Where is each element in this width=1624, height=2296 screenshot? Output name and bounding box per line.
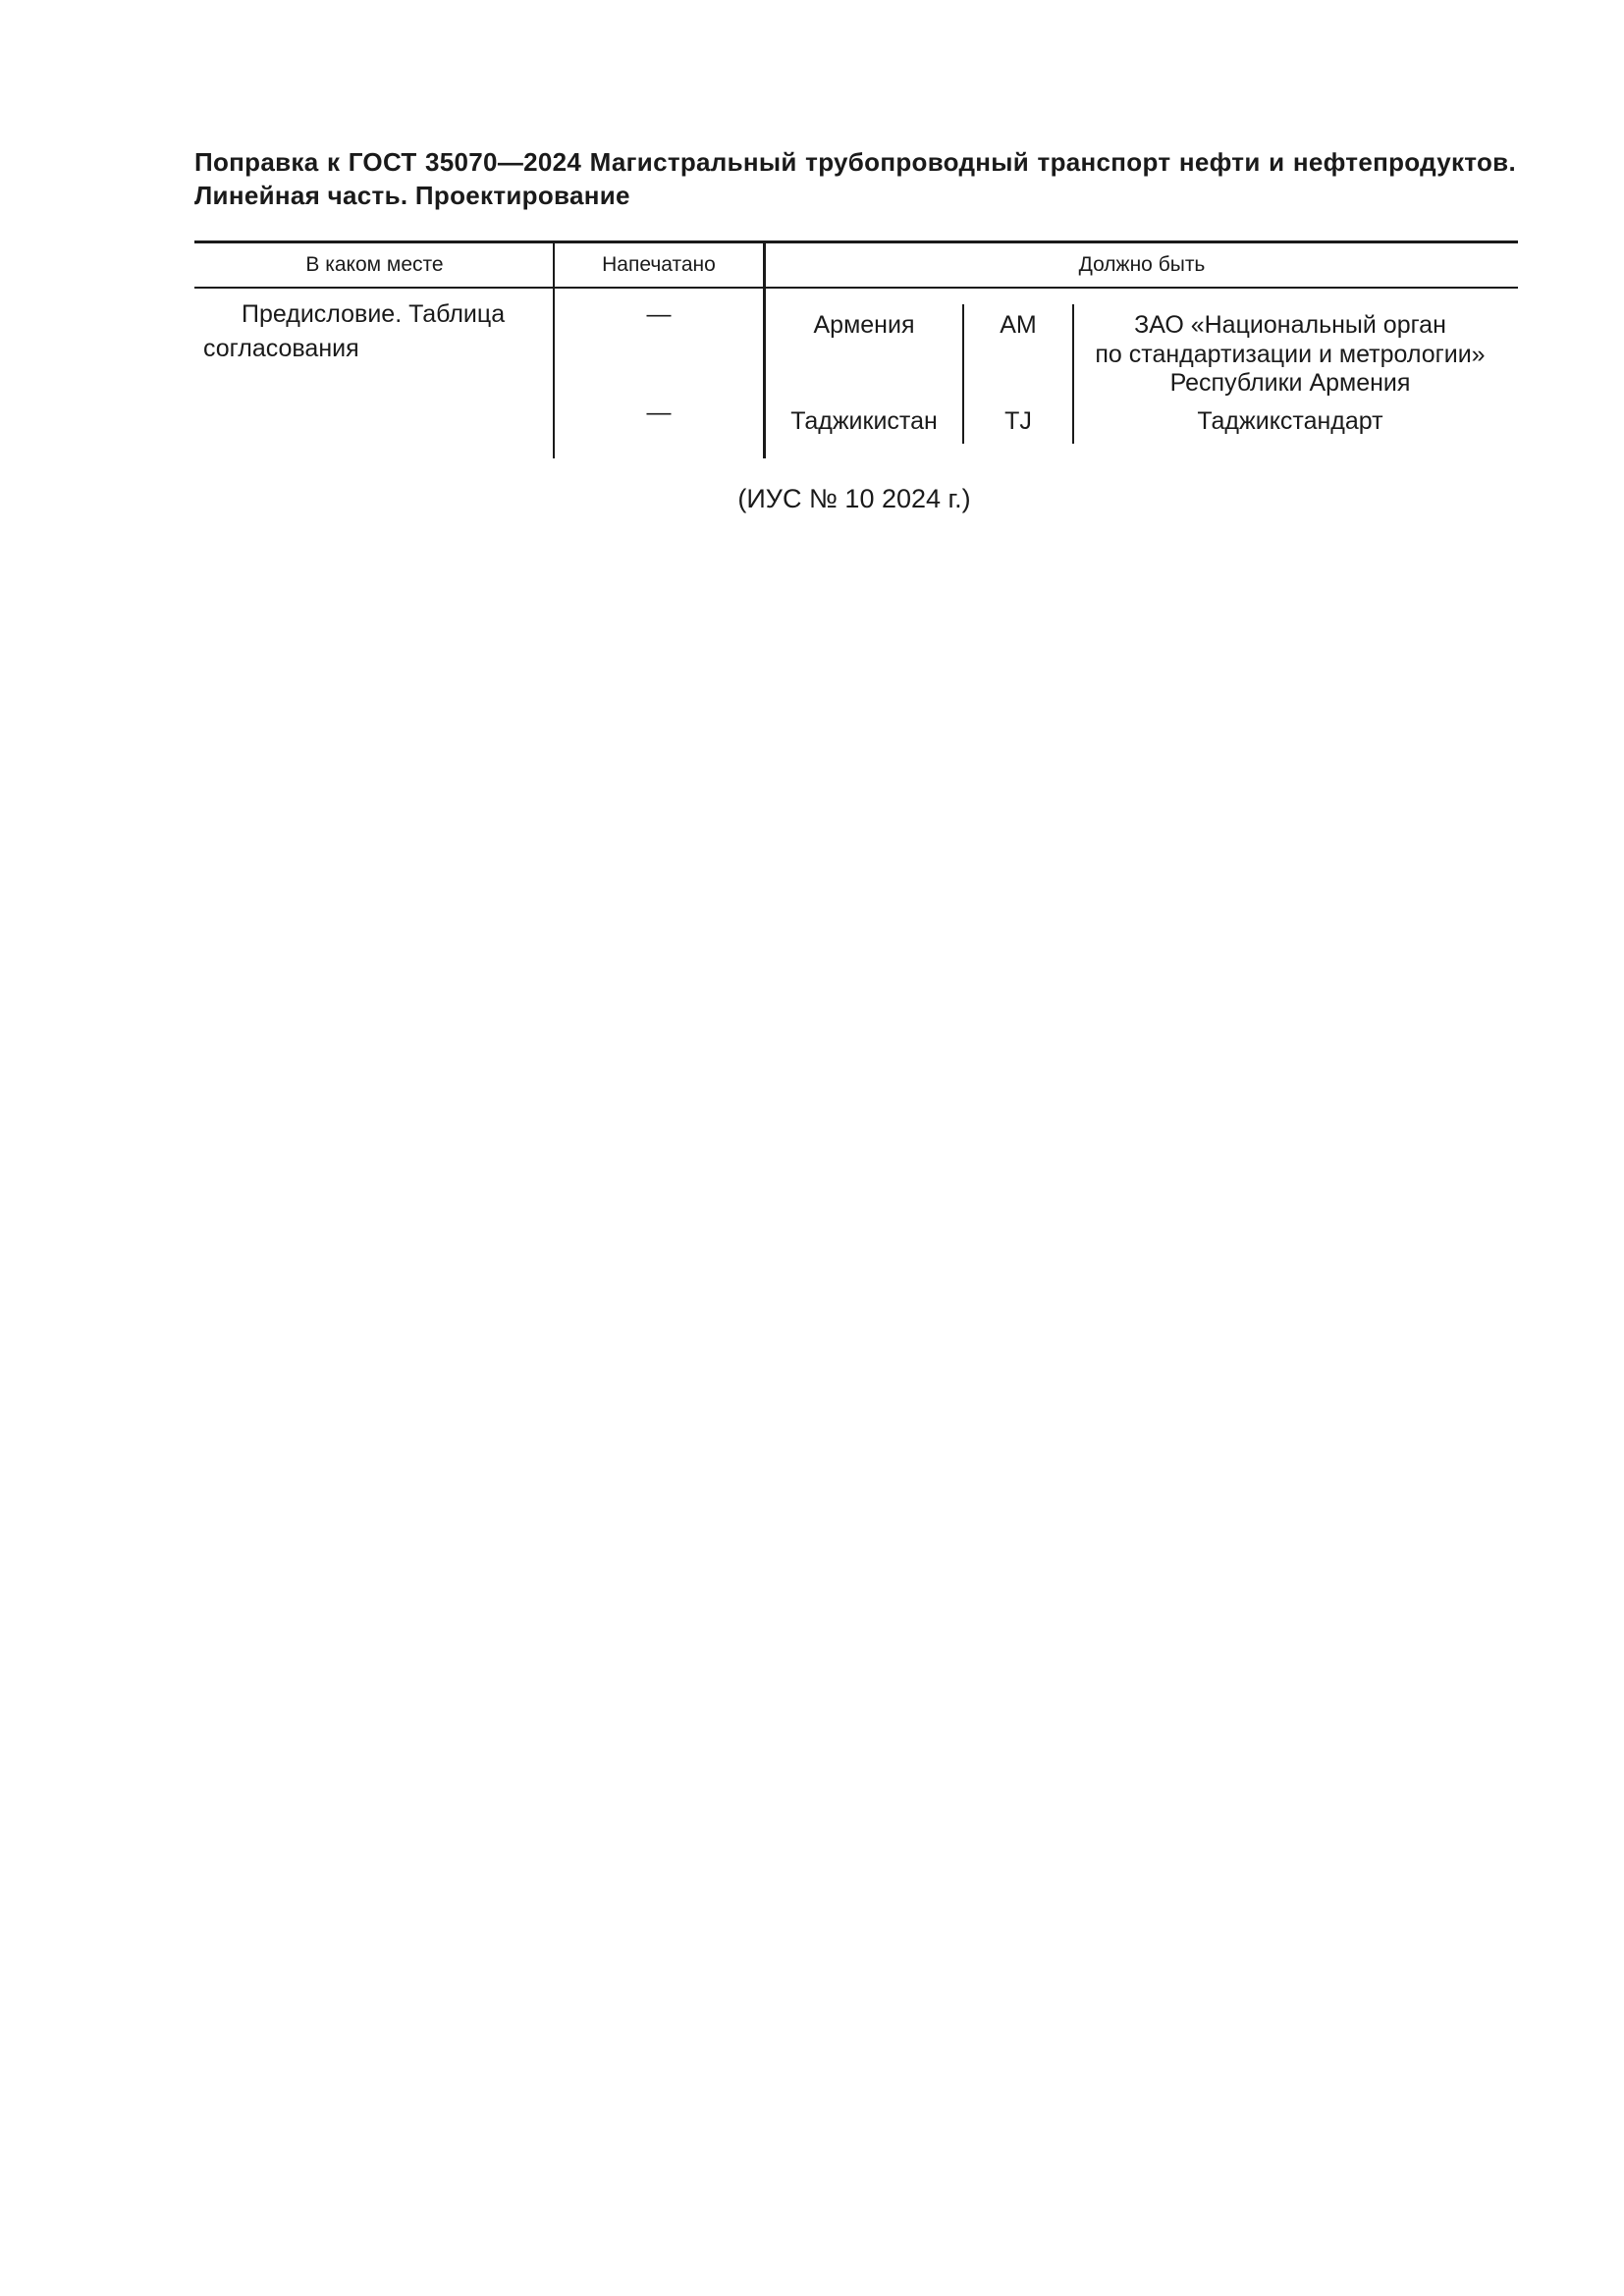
header-printed: Напечатано — [602, 253, 716, 276]
where-cell-line-2: согласования — [203, 335, 359, 362]
row-1-code: AM — [1000, 311, 1037, 339]
row-1-country: Армения — [813, 311, 915, 339]
header-where: В каком месте — [305, 253, 444, 276]
row-1-printed: — — [646, 300, 672, 328]
row-1-body-line-2: по стандартизации и метрологии» — [1095, 341, 1486, 368]
row-2-code: TJ — [1004, 407, 1032, 435]
where-cell-line-1: Предисловие. Таблица — [242, 300, 506, 328]
row-2-body-line-1: Таджикстандарт — [1197, 407, 1383, 435]
row-2-country: Таджикистан — [790, 407, 938, 435]
row-2-printed: — — [646, 399, 672, 426]
document-title: Поправка к ГОСТ 35070—2024 Магистральный трубопроводный транспорт нефти и нефтепродуктов. Линейная часть. Проектирование — [194, 147, 1516, 210]
header-should-be: Должно быть — [1078, 253, 1206, 276]
row-1-body-line-1: ЗАО «Национальный орган — [1134, 311, 1446, 339]
row-1-body-line-3: Республики Армения — [1169, 369, 1411, 397]
document-footer: (ИУС № 10 2024 г.) — [737, 484, 971, 513]
table-top-rule — [194, 240, 1518, 243]
table-header-rule — [194, 287, 1518, 289]
